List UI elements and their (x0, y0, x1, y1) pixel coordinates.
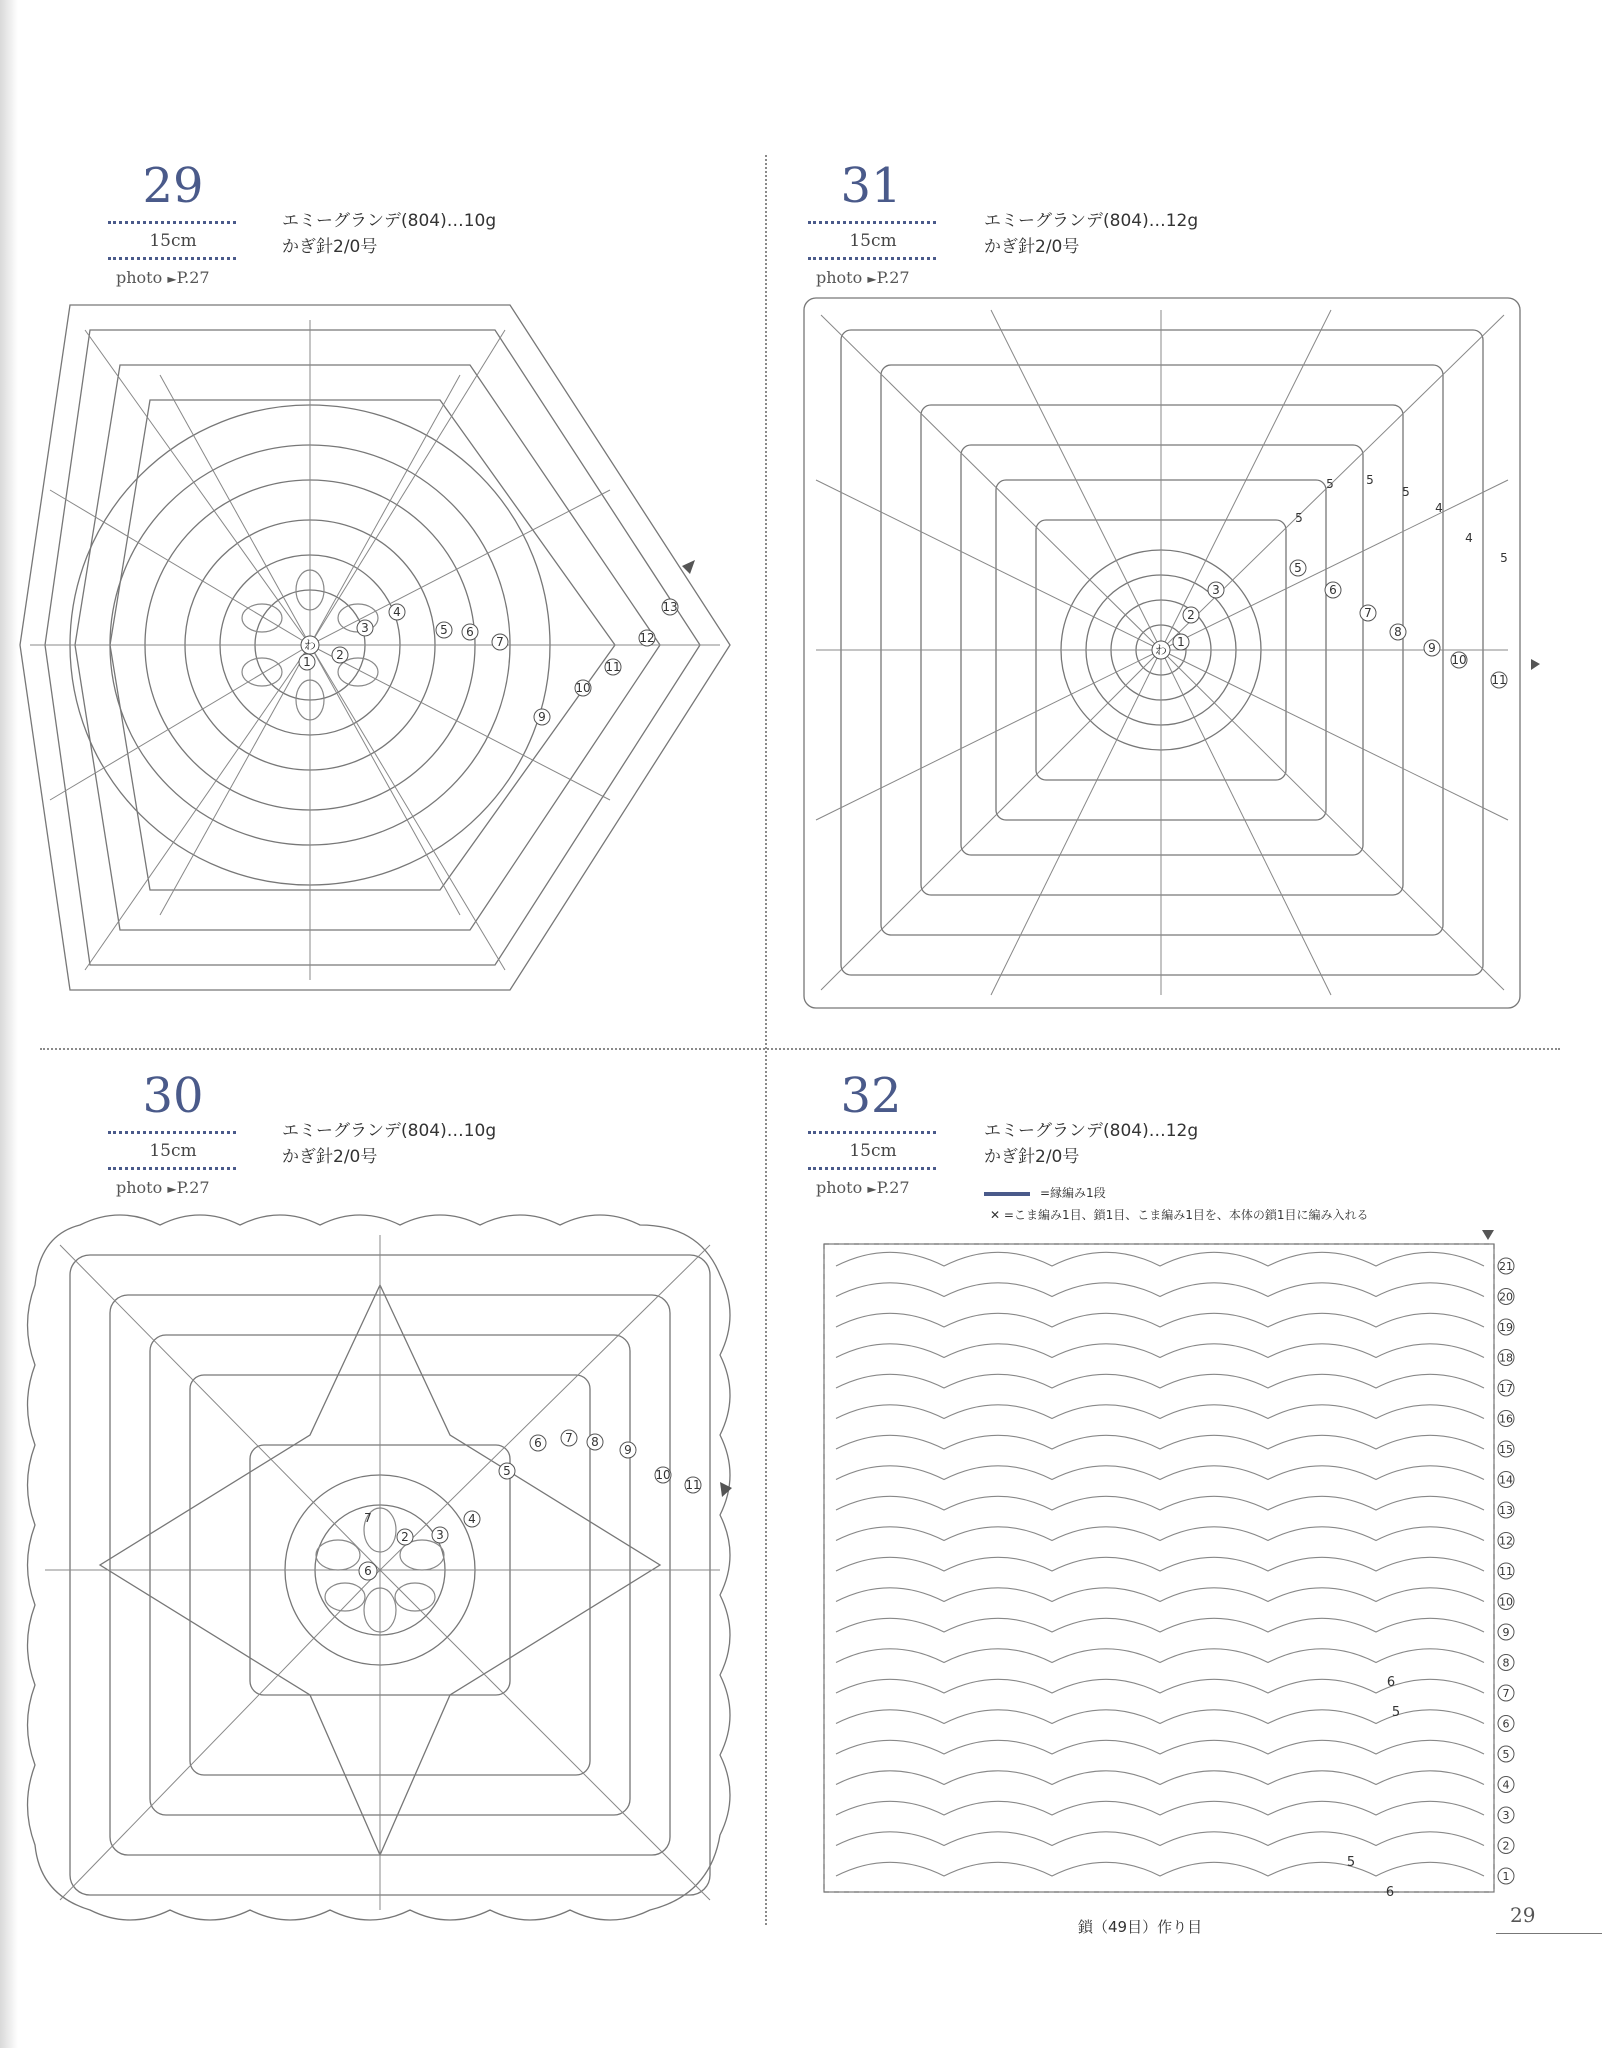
materials (984, 208, 1198, 260)
row-label: 12 (1499, 1534, 1513, 1548)
stitch-row (836, 1527, 1484, 1541)
round-label: 2 (336, 648, 344, 662)
stitch-row (836, 1252, 1484, 1266)
horizontal-divider (40, 1048, 1560, 1050)
dotted-rule (808, 257, 936, 260)
size-label: 15cm (149, 1141, 197, 1161)
round-label: 5 (440, 623, 448, 637)
dotted-rule (108, 257, 236, 260)
stitch-symbol-icon: ✕ (990, 1208, 1001, 1222)
photo-label: photo (816, 1178, 863, 1197)
start-marker-icon (1482, 1230, 1494, 1240)
round-label: 8 (591, 1435, 599, 1449)
stitch-row (836, 1435, 1484, 1449)
legend-border-text: =縁編み1段 (1040, 1186, 1106, 1200)
stitch-row (836, 1374, 1484, 1388)
stitch-row (836, 1832, 1484, 1846)
row-label: 5 (1502, 1748, 1510, 1761)
round-label: 1 (1177, 635, 1185, 649)
stitch-count: 6 (1385, 1885, 1395, 1900)
round-label: 10 (655, 1468, 671, 1482)
hook-spec: かぎ針2/0号 (984, 237, 1080, 257)
row-label: 8 (1502, 1656, 1510, 1670)
stitch-row (836, 1618, 1484, 1632)
round-label: 4 (468, 1512, 476, 1526)
stitch-count: 5 (1295, 511, 1303, 525)
center-ring-label: わ (1154, 643, 1168, 657)
stitch-count: 5 (1346, 1855, 1356, 1870)
photo-label: photo (116, 268, 163, 287)
round-label: 9 (624, 1443, 632, 1457)
row-label: 21 (1499, 1260, 1513, 1273)
page-number-rule (1496, 1933, 1602, 1934)
row-label: 2 (1502, 1839, 1510, 1853)
stitch-row (836, 1588, 1484, 1602)
stitch-row (836, 1649, 1484, 1663)
round-label: 10 (1451, 653, 1467, 667)
stitch-row (836, 1740, 1484, 1754)
start-marker-icon (1531, 659, 1540, 670)
dotted-rule (808, 1167, 936, 1170)
stitch-count: 5 (1391, 1705, 1401, 1720)
round-label: 9 (1428, 641, 1436, 655)
materials (984, 1118, 1198, 1170)
round-label: 13 (662, 600, 678, 614)
stitch-count: 5 (1402, 485, 1410, 499)
stitch-count: 5 (1500, 551, 1508, 565)
row-label: 13 (1499, 1504, 1513, 1517)
arrow-icon: ► (167, 272, 177, 286)
size-label: 15cm (849, 1141, 897, 1161)
stitch-row (836, 1771, 1484, 1785)
round-label: 5 (1294, 561, 1302, 575)
stitch-row (836, 1405, 1484, 1419)
yarn-spec: エミーグランデ(804)…10g (282, 1121, 497, 1141)
round-13 (45, 330, 700, 965)
dotted-rule (108, 1167, 236, 1170)
round-label: 7 (1364, 606, 1372, 620)
materials (282, 1118, 496, 1170)
photo-page: P.27 (176, 268, 210, 287)
pattern-number: 29 (142, 158, 204, 214)
stitch-row (836, 1557, 1484, 1571)
pattern-number: 31 (840, 158, 902, 214)
dotted-rule (808, 1131, 936, 1134)
size-label: 15cm (849, 231, 897, 251)
row-label: 6 (1502, 1717, 1510, 1731)
legend-symbol-text: =こま編み1目、鎖1目、こま編み1目を、本体の鎖1目に編み入れる (1003, 1208, 1369, 1222)
size-label: 15cm (149, 231, 197, 251)
legend-symbol (990, 1206, 1369, 1223)
round-label: 11 (1491, 673, 1507, 687)
arrow-icon: ► (867, 272, 877, 286)
vertical-divider (765, 155, 767, 1925)
yarn-spec: エミーグランデ(804)…12g (984, 211, 1199, 231)
stitch-row (836, 1466, 1484, 1480)
photo-page: P.27 (876, 268, 910, 287)
dotted-rule (108, 1131, 236, 1134)
center-number: 6 (364, 1564, 372, 1578)
round-label: 6 (466, 625, 474, 639)
round-label: 10 (575, 681, 591, 695)
row-label: 9 (1502, 1626, 1510, 1639)
round-label: 3 (361, 621, 369, 635)
center-number: 7 (364, 1511, 372, 1525)
row-label: 1 (1502, 1870, 1510, 1883)
round-label: 3 (1212, 583, 1220, 597)
photo-reference (116, 268, 210, 287)
round-label: 11 (685, 1478, 701, 1492)
round-markers (1173, 560, 1507, 688)
row-chart (806, 1226, 1536, 1916)
row-label: 4 (1502, 1778, 1510, 1792)
arrow-icon: ► (867, 1182, 877, 1196)
row-label: 3 (1502, 1809, 1510, 1822)
row-label: 18 (1499, 1351, 1513, 1365)
pattern-number: 30 (142, 1068, 204, 1124)
round-label: 12 (639, 631, 655, 645)
stitch-row (836, 1496, 1484, 1510)
stitch-count: 4 (1435, 501, 1443, 515)
photo-label: photo (116, 1178, 163, 1197)
stitch-row (836, 1862, 1484, 1876)
start-marker-icon (682, 560, 695, 574)
round-label: 11 (605, 660, 621, 674)
round-label: 2 (401, 1530, 409, 1544)
legend-border (984, 1184, 1106, 1201)
arrow-icon: ► (167, 1182, 177, 1196)
round-label: 3 (436, 1528, 444, 1542)
photo-page: P.27 (176, 1178, 210, 1197)
stitch-counts (1295, 473, 1508, 565)
stitch-count: 6 (1386, 1675, 1396, 1690)
start-marker-icon (720, 1482, 732, 1497)
hook-spec: かぎ針2/0号 (282, 1147, 378, 1167)
stitch-row (836, 1801, 1484, 1815)
center-ring-label: わ (303, 638, 317, 652)
stitch-count: 5 (1366, 473, 1374, 487)
stitch-count: 4 (1465, 531, 1473, 545)
scalloped-square-chart (20, 1205, 760, 1945)
round-label: 9 (538, 710, 546, 724)
round-label: 7 (565, 1431, 573, 1445)
foundation-chain: 鎖（49目）作り目 (1078, 1918, 1203, 1936)
round-label: 8 (1394, 625, 1402, 639)
hook-spec: かぎ針2/0号 (282, 237, 378, 257)
round-markers (397, 1430, 701, 1545)
row-label: 14 (1499, 1473, 1513, 1487)
round-label: 6 (534, 1436, 542, 1450)
stitch-row (836, 1710, 1484, 1724)
row-label: 20 (1499, 1290, 1513, 1304)
round-markers (299, 599, 678, 725)
row-label: 15 (1499, 1443, 1513, 1456)
photo-reference (116, 1178, 210, 1197)
photo-reference (816, 268, 910, 287)
dotted-rule (808, 221, 936, 224)
stitch-row (836, 1313, 1484, 1327)
border-swatch (984, 1192, 1030, 1196)
photo-page: P.27 (876, 1178, 910, 1197)
stitch-row (836, 1344, 1484, 1358)
outer-edge (20, 305, 730, 990)
photo-label: photo (816, 268, 863, 287)
hook-spec: かぎ針2/0号 (984, 1147, 1080, 1167)
hexagon-chart (10, 290, 760, 1020)
materials (282, 208, 496, 260)
row-label: 17 (1499, 1382, 1513, 1395)
page-number: 29 (1510, 1903, 1536, 1927)
row-label: 10 (1499, 1595, 1513, 1609)
row-label: 19 (1499, 1321, 1513, 1334)
round-label: 5 (503, 1464, 511, 1478)
round-label: 2 (1187, 608, 1195, 622)
square-chart (796, 290, 1556, 1020)
stitch-row (836, 1283, 1484, 1297)
row-label: 11 (1499, 1565, 1513, 1578)
round-label: 1 (303, 655, 311, 669)
row-label: 16 (1499, 1412, 1513, 1426)
dotted-rule (108, 221, 236, 224)
row-label: 7 (1502, 1687, 1510, 1700)
round-label: 4 (393, 605, 401, 619)
yarn-spec: エミーグランデ(804)…10g (282, 211, 497, 231)
round-label: 6 (1329, 583, 1337, 597)
pattern-number: 32 (840, 1068, 902, 1124)
yarn-spec: エミーグランデ(804)…12g (984, 1121, 1199, 1141)
stitch-count: 5 (1326, 477, 1334, 491)
round-label: 7 (496, 635, 504, 649)
photo-reference (816, 1178, 910, 1197)
